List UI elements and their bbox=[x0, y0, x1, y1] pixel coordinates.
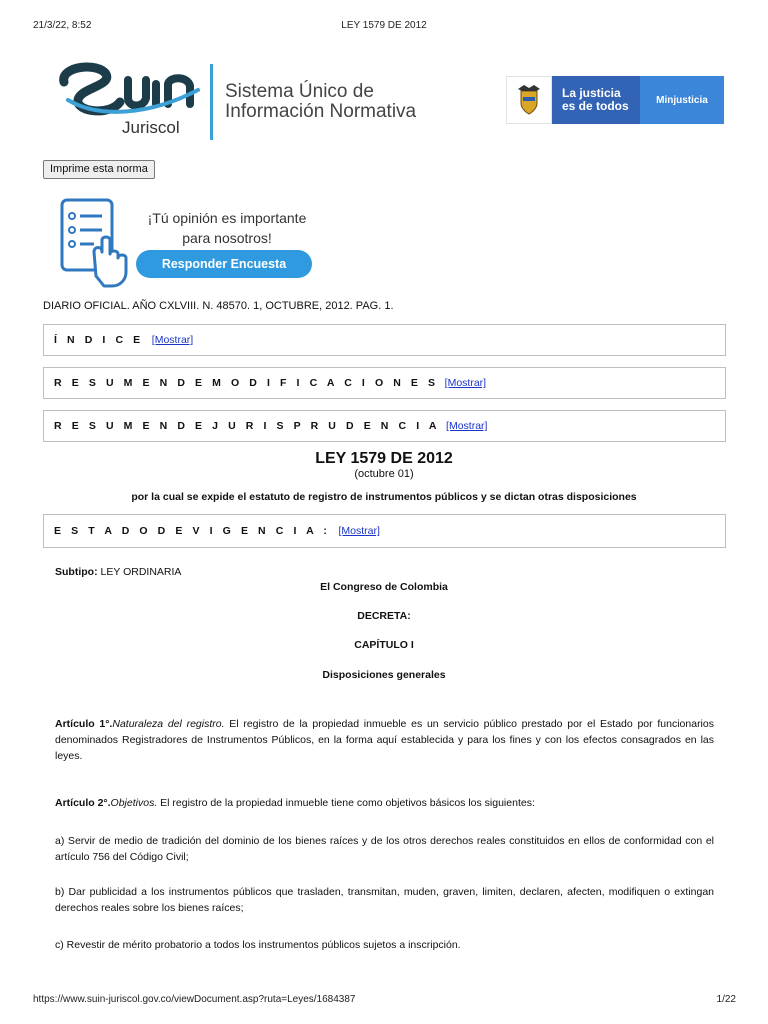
logo-title-line2: Información Normativa bbox=[225, 101, 417, 122]
survey-text bbox=[142, 208, 312, 248]
item-a: a) Servir de medio de tradición del dominio de los bienes raíces y de los otros derechos reales constituidos en ellos de conformidad con el artículo 756 del Código Civil; bbox=[55, 835, 714, 863]
footer-url: https://www.suin-juriscol.gov.co/viewDocument.asp?ruta=Leyes/1684387 bbox=[33, 994, 356, 1005]
section-indice bbox=[43, 324, 726, 356]
logo-juriscol: Juriscol bbox=[122, 118, 180, 137]
subtipo-value: LEY ORDINARIA bbox=[100, 566, 182, 578]
gov-ministry: Minjusticia bbox=[640, 76, 724, 124]
survey-line1: ¡Tú opinión es importante bbox=[147, 210, 307, 226]
item-b: b) Dar publicidad a los instrumentos públicos que trasladen, transmitan, muden, graven, limiten, declaren, afecten, modifiquen o extingan derechos reales sobre los bienes raíces; bbox=[55, 886, 714, 914]
article-2 bbox=[55, 795, 714, 811]
chapter-title: Disposiciones generales bbox=[322, 669, 446, 681]
section-vigencia-show-link[interactable]: [Mostrar] bbox=[338, 525, 380, 537]
coat-of-arms-icon bbox=[506, 76, 552, 124]
logo-title-line1: Sistema Único de bbox=[225, 81, 374, 102]
article-1 bbox=[55, 716, 714, 764]
respond-survey-button[interactable]: Responder Encuesta bbox=[136, 250, 312, 278]
article-2-text: El registro de la propiedad inmueble tiene como objetivos básicos los siguientes: bbox=[157, 797, 535, 809]
section-vigencia-label: E S T A D O D E V I G E N C I A : bbox=[54, 525, 331, 537]
section-jurisprudencia-label: R E S U M E N D E J U R I S P R U D E N C I A bbox=[54, 420, 441, 432]
section-modificaciones bbox=[43, 367, 726, 399]
chapter-heading: CAPÍTULO I bbox=[354, 639, 414, 651]
section-vigencia bbox=[43, 514, 726, 548]
decreta-heading: DECRETA: bbox=[357, 610, 411, 622]
section-modificaciones-label: R E S U M E N D E M O D I F I C A C I O N E S bbox=[54, 377, 439, 389]
footer-page: 1/22 bbox=[716, 994, 736, 1005]
article-1-text: El registro de la propiedad inmueble es un servicio público prestado por el Estado por funcionarios denominados Registradores de Instrumentos Públicos, en la forma aquí establecida y para los fines y con los efectos consagrados en las leyes. bbox=[55, 718, 714, 762]
survey-line2: para nosotros! bbox=[182, 230, 272, 246]
article-1-head: Artículo 1°. bbox=[55, 718, 113, 730]
suin-logo-icon bbox=[58, 60, 208, 120]
section-jurisprudencia-show-link[interactable]: [Mostrar] bbox=[446, 420, 488, 432]
law-subtitle: por la cual se expide el estatuto de registro de instrumentos públicos y se dictan otras disposiciones bbox=[131, 491, 637, 503]
print-datetime: 21/3/22, 8:52 bbox=[33, 20, 92, 31]
gov-banner[interactable] bbox=[506, 76, 724, 124]
section-indice-show-link[interactable]: [Mostrar] bbox=[151, 334, 194, 346]
survey-banner[interactable] bbox=[58, 196, 318, 288]
item-c: c) Revestir de mérito probatorio a todos los instrumentos públicos sujetos a inscripción. bbox=[55, 939, 461, 951]
subtipo-label: Subtipo: bbox=[55, 566, 98, 578]
article-2-head: Artículo 2°. bbox=[55, 797, 111, 809]
diario-oficial-reference: DIARIO OFICIAL. AÑO CXLVIII. N. 48570. 1, OCTUBRE, 2012. PAG. 1. bbox=[43, 300, 394, 312]
gov-slogan bbox=[552, 76, 640, 124]
section-indice-label: Í N D I C E bbox=[54, 334, 144, 346]
article-2-title: Objetivos. bbox=[110, 797, 158, 809]
law-date: (octubre 01) bbox=[354, 468, 414, 480]
section-jurisprudencia bbox=[43, 410, 726, 442]
logo-divider bbox=[210, 64, 213, 140]
print-norm-button[interactable]: Imprime esta norma bbox=[43, 160, 155, 179]
article-1-title: Naturaleza del registro. bbox=[112, 718, 225, 730]
print-title: LEY 1579 DE 2012 bbox=[341, 20, 427, 31]
suin-juriscol-logo[interactable] bbox=[58, 60, 438, 144]
gov-slogan-line1: La justicia bbox=[562, 86, 621, 100]
section-modificaciones-show-link[interactable]: [Mostrar] bbox=[444, 377, 487, 389]
law-title: LEY 1579 DE 2012 bbox=[315, 450, 453, 467]
gov-slogan-line2: es de todos bbox=[562, 99, 629, 113]
subtipo bbox=[55, 566, 181, 578]
congreso-heading: El Congreso de Colombia bbox=[320, 581, 448, 593]
survey-checklist-icon bbox=[58, 196, 134, 288]
